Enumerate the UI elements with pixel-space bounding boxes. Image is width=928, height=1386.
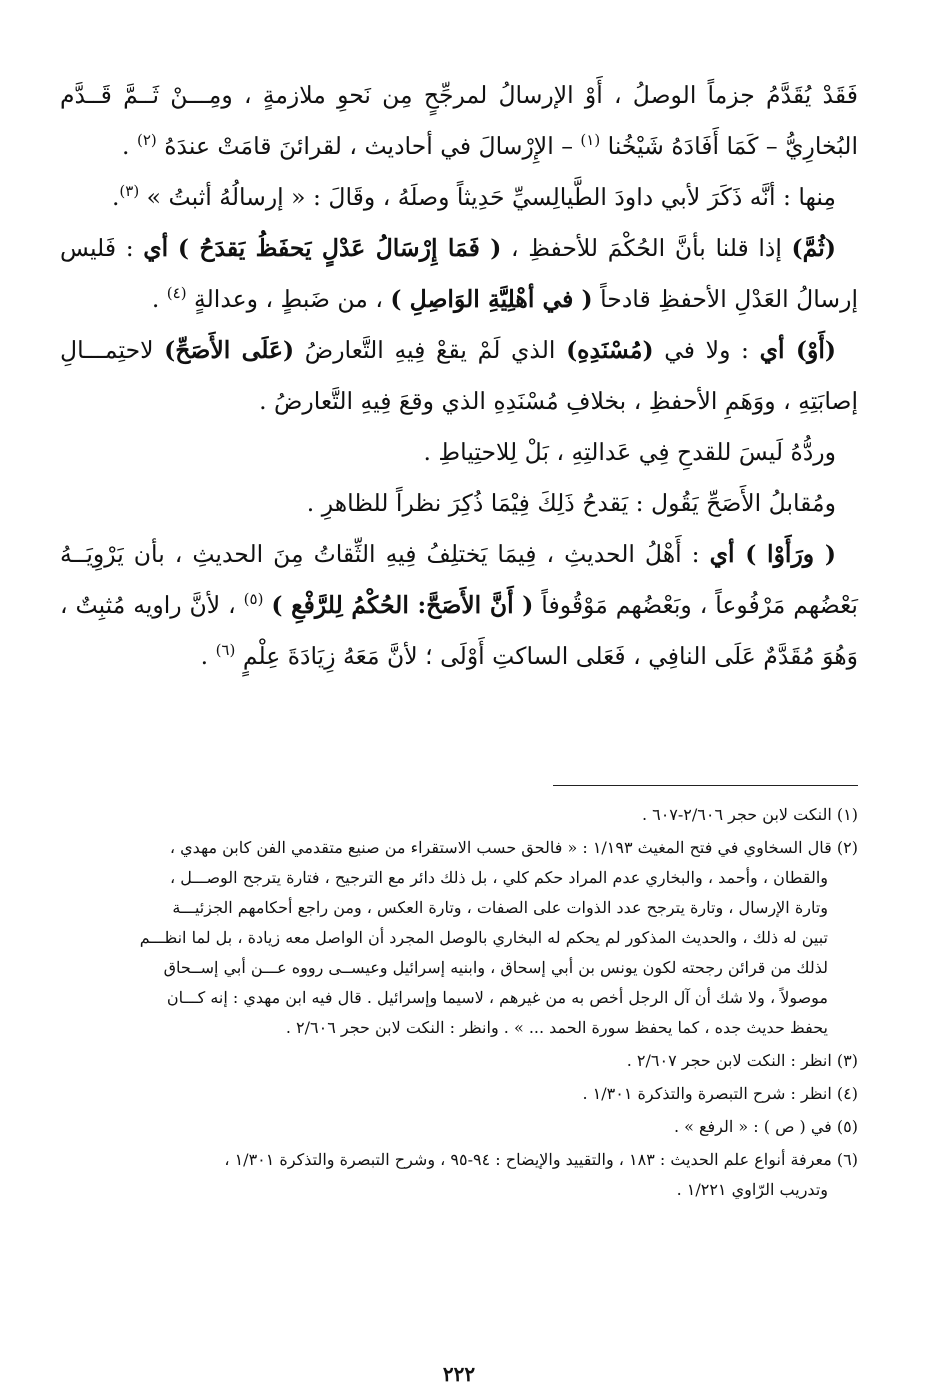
verse-text: (مُسْنَدِهِ) [566,336,654,364]
text-run: . [111,183,120,211]
footnote-ref: (٢) [136,131,157,150]
paragraph-4 [60,325,858,427]
verse-text: (عَلَى الأَصَحِّ) [164,336,295,364]
page [60,70,858,1386]
text-run: . [151,285,167,313]
footnote-ref: (٣) [119,182,140,201]
verse-text: (ثُمَّ) [791,234,836,262]
text-run: ، من ضَبطٍ ، وعدالةٍ [186,285,391,313]
text-run: . [122,132,137,160]
footnote-1: (١) النكت لابن حجر ٢/٦٠٦-٦٠٧ . [641,805,858,824]
paragraph-1 [60,70,858,172]
verse-text: (أَوْ) أي [759,336,836,364]
text-run: لاحتِمـــالِ إصابَتِهِ ، ووَهَمِ الأحفظِ ، بخلافِ مُسْنَدِهِ الذي وقعَ فِيهِ التَّعارضُ . [60,336,858,415]
text-run: : فَليس إرسالُ العَدْلِ الأحفظِ قادحاً [60,234,858,313]
paragraph-2 [60,172,858,223]
footnote-line: لذلك من قرائن رجحته لكون يونس بن أبي إسحاق ، وابنيه إسرائيل وعيســى رووه عـــن أبي إســحاق [163,958,828,977]
paragraph-3 [60,223,858,325]
text-run: . [200,642,216,670]
footnotes-block [60,800,858,1208]
footnote-ref: (٦) [215,641,236,660]
footnote-3: (٣) انظر : النكت لابن حجر ٢/٦٠٧ . [626,1051,858,1070]
footnote-line: والقطان ، وأحمد ، والبخاري عدم المراد حكم كلي ، بل ذلك دائر مع الترجيح ، فتارة يترجح الوصـــل ، [170,868,828,887]
text-run: : ولا في [653,336,760,364]
footnote-line: وتدريب الرّاوي ١/٢٢١ . [676,1180,828,1199]
footnote-line: (٢) قال السخاوي في فتح المغيث ١/١٩٣ : « فالحق حسب الاستقراء من صنيع متقدمي الفن كابن مهدي ، [169,838,858,857]
verse-text: أي [143,234,169,262]
paragraph-7 [60,529,858,682]
paragraph-6: ومُقابلُ الأَصَحِّ يَقُول : يَقدحُ ذَلِكَ فِيْمَا ذُكِرَ نظراً للظاهرِ . [306,489,836,517]
footnote-6 [60,1145,858,1205]
main-text-block [60,70,858,682]
text-run: الذي لَمْ يقعْ فِيهِ التَّعارضُ [294,336,567,364]
footnote-ref: (٥) [243,590,264,609]
footnote-line: (٦) معرفة أنواع علم الحديث : ١٨٣ ، والتقييد والإيضاح : ٩٤-٩٥ ، وشرح التبصرة والتذكرة ١/٣٠١ ، [224,1150,858,1169]
verse-text: ( فَمَا إِرْسَالُ عَدْلٍ يَحفَظُ يَقدَحُ ) [177,234,502,262]
footnote-line: موصولاً ، ولا شك أن آل الرجل أخص به من غيرهم ، لاسيما وإسرائيل . قال فيه ابن مهدي : إنه كـــان [166,988,828,1007]
page-number: ٢٢٢ [442,1362,476,1386]
text-run: فَقَدْ يُقَدَّمُ جزماً الوصلُ ، أَوْ الإرسالُ لمرجِّحٍ مِن نَحوِ ملازمةٍ ، ومِـــنْ ثَــمَّ قَــدَّم البُخارِيُّ – كَمَا أَفَادَهُ شَيْخُنا [60,81,858,160]
footnote-ref: (٤) [166,284,187,303]
footnote-line: يحفظ حديث جده ، كما يحفظ سورة الحمد ... » . وانظر : النكت لابن حجر ٢/٦٠٦ . [285,1018,828,1037]
text-run [168,234,178,262]
footnote-5: (٥) في ( ص ) : « الرفع » . [673,1117,858,1136]
verse-text: ( ورَأَوْا ) أي [709,540,836,568]
text-run: إذا قلنا بأنَّ الحُكْمَ للأحفظِ ، [501,234,792,262]
footnote-ref: (١) [580,131,601,150]
verse-text: ( في أهْلِيَّةِ الوَاصِلِ ) [390,285,593,313]
footnote-line: وتارة الإرسال ، وتارة يترجح عدد الذوات على الصفات ، وتارة العكس ، ومن راجع أحكامهم الجزئيـــة [172,898,828,917]
footnote-separator [553,785,858,786]
footnote-line: تبين له ذلك ، والحديث المذكور لم يحكم له البخاري بالوصل المجرد أن الواصل معه زيادة ، بل لما انظـــم [139,928,828,947]
text-run: ، لأنَّ راويه مُثبِتٌ ، وَهُوَ مُقَدَّمٌ عَلَى النافِي ، فَعَلى الساكتِ أَوْلَى ؛ لأنَّ مَعَهُ زِيَادَةَ عِلْمٍ [60,591,858,670]
verse-text: ( أَنَّ الأَصَحَّ: الحُكْمُ لِلرَّفْعِ ) [271,591,534,619]
text-run: مِنها : أنَّه ذَكَرَ لأبي داودَ الطَّيالِسيِّ حَدِيثاً وصلَهُ ، وقَالَ : « إرسالُهُ أثبتُ » [139,183,836,211]
text-run: – الإِرْسالَ في أحاديث ، لقرائنَ قامَتْ عندَهُ [156,132,581,160]
footnote-2 [60,833,858,1043]
footnote-4: (٤) انظر : شرح التبصرة والتذكرة ١/٣٠١ . [582,1084,858,1103]
text-run: : أَهْلُ الحديثِ ، فِيمَا يَختلِفُ فِيهِ الثِّقاتُ مِنَ الحديثِ ، بأن يَرْوِيَــهُ بَعْضُهم مَرْفُوعاً ، وبَعْضُهم مَوْقُوفاً [60,540,858,619]
paragraph-5: وردُّهُ لَيسَ للقدحِ فِي عَدالتِهِ ، بَلْ لِلاحتِياطِ . [423,438,836,466]
